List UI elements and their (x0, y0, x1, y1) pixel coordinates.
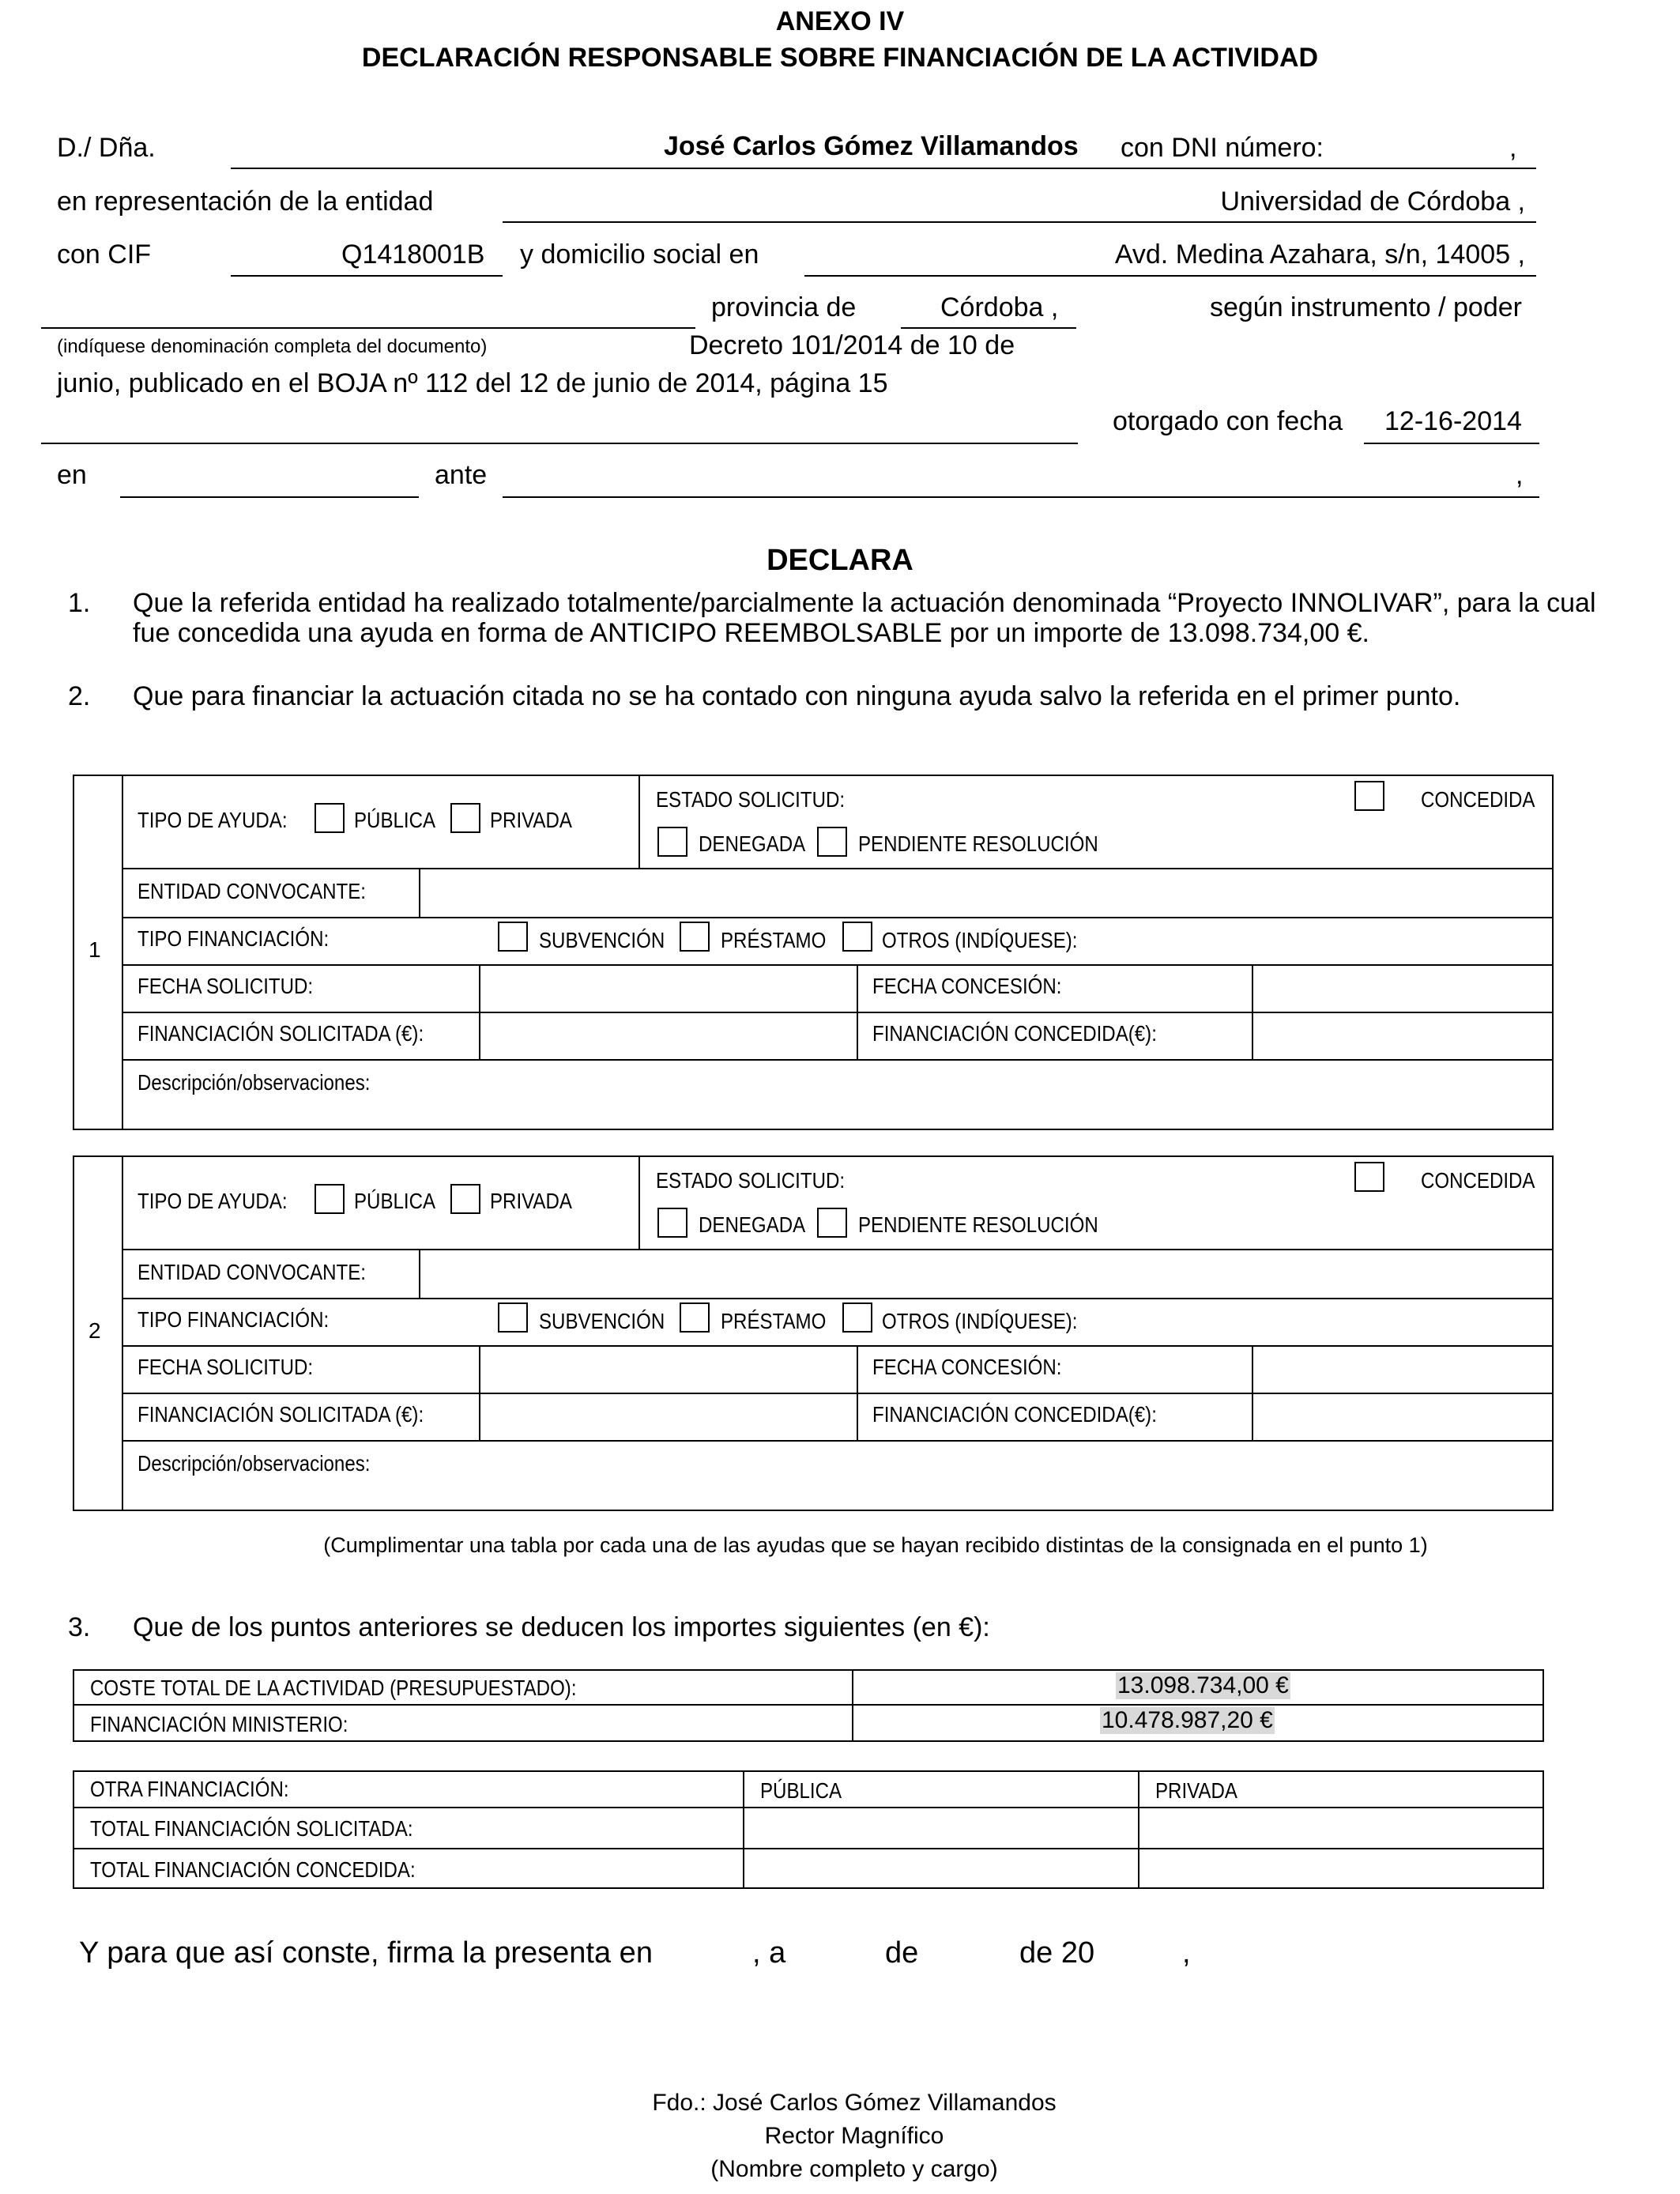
aid-table-1 (73, 775, 1554, 1130)
financiacion-solicitada-field[interactable] (480, 1394, 855, 1438)
publica-checkbox[interactable] (315, 803, 345, 833)
ministry-label: FINANCIACIÓN MINISTERIO: (90, 1712, 348, 1736)
concedida-checkbox[interactable] (1354, 1162, 1384, 1192)
item3-number: 3. (68, 1612, 91, 1642)
province-underline (901, 327, 1076, 329)
concedida-privada-field[interactable] (1139, 1849, 1541, 1887)
row-concedida-label: TOTAL FINANCIACIÓN CONCEDIDA: (90, 1857, 416, 1882)
pendiente-label: PENDIENTE RESOLUCIÓN (858, 1212, 1098, 1237)
concedida-publica-field[interactable] (744, 1849, 1136, 1887)
document-hint: (indíquese denominación completa del documento) (57, 336, 488, 357)
fecha-solicitud-label: FECHA SOLICITUD: (137, 974, 314, 998)
subvencion-checkbox[interactable] (498, 1302, 528, 1333)
cif-underline (231, 275, 503, 277)
financiacion-solicitada-label: FINANCIACIÓN SOLICITADA (€): (137, 1402, 424, 1427)
publica-checkbox[interactable] (315, 1184, 345, 1214)
subvencion-checkbox[interactable] (498, 922, 528, 952)
solicitada-publica-field[interactable] (744, 1808, 1136, 1846)
ante-underline[interactable] (503, 496, 1539, 498)
document-value-line1[interactable]: Decreto 101/2014 de 10 de (689, 330, 1015, 360)
item1-number: 1. (68, 588, 91, 618)
signature-comma: , (1182, 1936, 1191, 1970)
document-title: DECLARACIÓN RESPONSABLE SOBRE FINANCIACIÓN DE LA ACTIVIDAD (361, 43, 1319, 73)
tipo-financiacion-label: TIPO FINANCIACIÓN: (137, 1307, 330, 1332)
fecha-solicitud-field[interactable] (480, 966, 855, 1010)
name-underline (231, 168, 1536, 169)
solicitada-privada-field[interactable] (1139, 1808, 1541, 1846)
en-label: en (57, 460, 87, 490)
privada-checkbox[interactable] (450, 1184, 480, 1214)
col-publica: PÚBLICA (760, 1778, 842, 1803)
fecha-concesion-label: FECHA CONCESIÓN: (872, 974, 1062, 998)
declara-heading: DECLARA (767, 544, 913, 577)
representation-label: en representación de la entidad (57, 187, 434, 217)
privada-checkbox[interactable] (450, 803, 480, 833)
signature-de: de (885, 1936, 919, 1970)
concedida-label: CONCEDIDA (1421, 787, 1535, 812)
prestamo-checkbox[interactable] (680, 922, 710, 952)
en-underline[interactable] (120, 496, 419, 498)
tipo-ayuda-label: TIPO DE AYUDA: (137, 1189, 288, 1213)
estado-solicitud-label: ESTADO SOLICITUD: (656, 1168, 846, 1193)
financiacion-concedida-label: FINANCIACIÓN CONCEDIDA(€): (872, 1402, 1157, 1427)
subvencion-label: SUBVENCIÓN (539, 1309, 665, 1333)
ante-label: ante (435, 460, 488, 490)
item1-line1: Que la referida entidad ha realizado totalmente/parcialmente la actuación denominada “Proyecto INNOLIVAR”, para la cual (133, 588, 1596, 618)
document-name-underline (41, 327, 695, 329)
granted-label: otorgado con fecha (1113, 406, 1343, 436)
entidad-convocante-label: ENTIDAD CONVOCANTE: (137, 879, 366, 903)
subvencion-label: SUBVENCIÓN (539, 928, 665, 952)
province-label: provincia de (711, 292, 857, 322)
tipo-ayuda-label: TIPO DE AYUDA: (137, 808, 288, 832)
estado-solicitud-label: ESTADO SOLICITUD: (656, 787, 846, 812)
fecha-concesion-field[interactable] (1253, 1347, 1550, 1391)
fecha-solicitud-label: FECHA SOLICITUD: (137, 1355, 314, 1379)
document-value-underline (41, 443, 1078, 444)
fecha-concesion-field[interactable] (1253, 966, 1550, 1010)
signer-position: Rector Magnífico (764, 2123, 944, 2149)
cif-label: con CIF (57, 239, 152, 270)
aid-table-number: 2 (89, 1318, 101, 1343)
otros-label: OTROS (INDÍQUESE): (882, 928, 1078, 952)
signature-a: , a (752, 1936, 786, 1970)
ministry-value[interactable]: 10.478.987,20 € (1102, 1707, 1273, 1733)
document-value-line2[interactable]: junio, publicado en el BOJA nº 112 del 12 de junio de 2014, página 15 (57, 368, 888, 398)
other-financing-header: OTRA FINANCIACIÓN: (90, 1777, 289, 1801)
item2-text: Que para financiar la actuación citada no se ha contado con ninguna ayuda salvo la referida en el primer punto. (133, 681, 1461, 711)
signature-de20: de 20 (1019, 1936, 1095, 1970)
other-financing-table (73, 1770, 1544, 1889)
item1-line2: fue concedida una ayuda en forma de ANTICIPO REEMBOLSABLE por un importe de 13.098.734,00 €. (133, 618, 1369, 648)
totals-table (73, 1669, 1544, 1742)
financiacion-concedida-label: FINANCIACIÓN CONCEDIDA(€): (872, 1021, 1157, 1046)
entity-underline (503, 221, 1536, 223)
fecha-concesion-label: FECHA CONCESIÓN: (872, 1355, 1062, 1379)
item3-text: Que de los puntos anteriores se deducen los importes siguientes (en €): (133, 1612, 990, 1642)
domicile-field[interactable]: Avd. Medina Azahara, s/n, 14005 , (1114, 239, 1525, 270)
province-field[interactable]: Córdoba , (940, 292, 1059, 322)
privada-label: PRIVADA (490, 808, 572, 832)
signer-hint: (Nombre completo y cargo) (710, 2156, 998, 2182)
signer-name: Fdo.: José Carlos Gómez Villamandos (652, 2090, 1057, 2116)
dni-comma: , (1509, 133, 1517, 163)
denegada-checkbox[interactable] (657, 827, 687, 857)
signature-place-label: Y para que así conste, firma la presenta en (79, 1936, 653, 1970)
cif-field[interactable]: Q1418001B (341, 239, 485, 270)
col-privada: PRIVADA (1155, 1778, 1237, 1803)
concedida-label: CONCEDIDA (1421, 1168, 1535, 1193)
aid-table-2 (73, 1155, 1554, 1511)
financiacion-concedida-field[interactable] (1253, 1013, 1550, 1057)
otros-checkbox[interactable] (842, 922, 872, 952)
table-note: (Cumplimentar una tabla por cada una de las ayudas que se hayan recibido distintas de la consignada en el punto 1) (323, 1533, 1428, 1557)
publica-label: PÚBLICA (354, 1189, 436, 1213)
entidad-convocante-field[interactable] (420, 1250, 1550, 1296)
tipo-financiacion-label: TIPO FINANCIACIÓN: (137, 926, 330, 951)
entity-field[interactable]: Universidad de Córdoba , (1220, 187, 1525, 217)
cost-label: COSTE TOTAL DE LA ACTIVIDAD (PRESUPUESTADO): (90, 1676, 577, 1700)
denegada-label: DENEGADA (699, 1212, 806, 1237)
instrument-label: según instrumento / poder (1209, 292, 1522, 322)
domicile-underline (804, 275, 1536, 277)
fecha-solicitud-field[interactable] (480, 1347, 855, 1391)
entidad-convocante-label: ENTIDAD CONVOCANTE: (137, 1260, 366, 1284)
descripcion-label: Descripción/observaciones: (137, 1070, 371, 1095)
privada-label: PRIVADA (490, 1189, 572, 1213)
concedida-checkbox[interactable] (1354, 781, 1384, 811)
entidad-convocante-field[interactable] (420, 869, 1550, 915)
financiacion-solicitada-label: FINANCIACIÓN SOLICITADA (€): (137, 1021, 424, 1046)
otros-checkbox[interactable] (842, 1302, 872, 1333)
denegada-label: DENEGADA (699, 831, 806, 856)
pendiente-label: PENDIENTE RESOLUCIÓN (858, 831, 1098, 856)
financiacion-solicitada-field[interactable] (480, 1013, 855, 1057)
granted-date-field[interactable]: 12-16-2014 (1384, 406, 1522, 436)
annex-title: ANEXO IV (775, 6, 905, 36)
pendiente-checkbox[interactable] (817, 827, 847, 857)
pendiente-checkbox[interactable] (817, 1208, 847, 1238)
cost-value[interactable]: 13.098.734,00 € (1117, 1672, 1289, 1698)
item2-number: 2. (68, 681, 91, 711)
otros-label: OTROS (INDÍQUESE): (882, 1309, 1078, 1333)
ante-comma: , (1516, 460, 1524, 490)
name-field[interactable]: José Carlos Gómez Villamandos (664, 131, 1079, 161)
financiacion-concedida-field[interactable] (1253, 1394, 1550, 1438)
publica-label: PÚBLICA (354, 808, 436, 832)
row-solicitada-label: TOTAL FINANCIACIÓN SOLICITADA: (90, 1816, 413, 1841)
prestamo-label: PRÉSTAMO (721, 928, 827, 952)
dni-label: con DNI número: (1121, 133, 1324, 163)
denegada-checkbox[interactable] (657, 1208, 687, 1238)
granted-date-underline (1364, 443, 1539, 444)
prestamo-checkbox[interactable] (680, 1302, 710, 1333)
domicile-label: y domicilio social en (520, 239, 759, 270)
descripcion-label: Descripción/observaciones: (137, 1451, 371, 1476)
prestamo-label: PRÉSTAMO (721, 1309, 827, 1333)
dona-label: D./ Dña. (57, 133, 156, 163)
aid-table-number: 1 (89, 937, 101, 962)
